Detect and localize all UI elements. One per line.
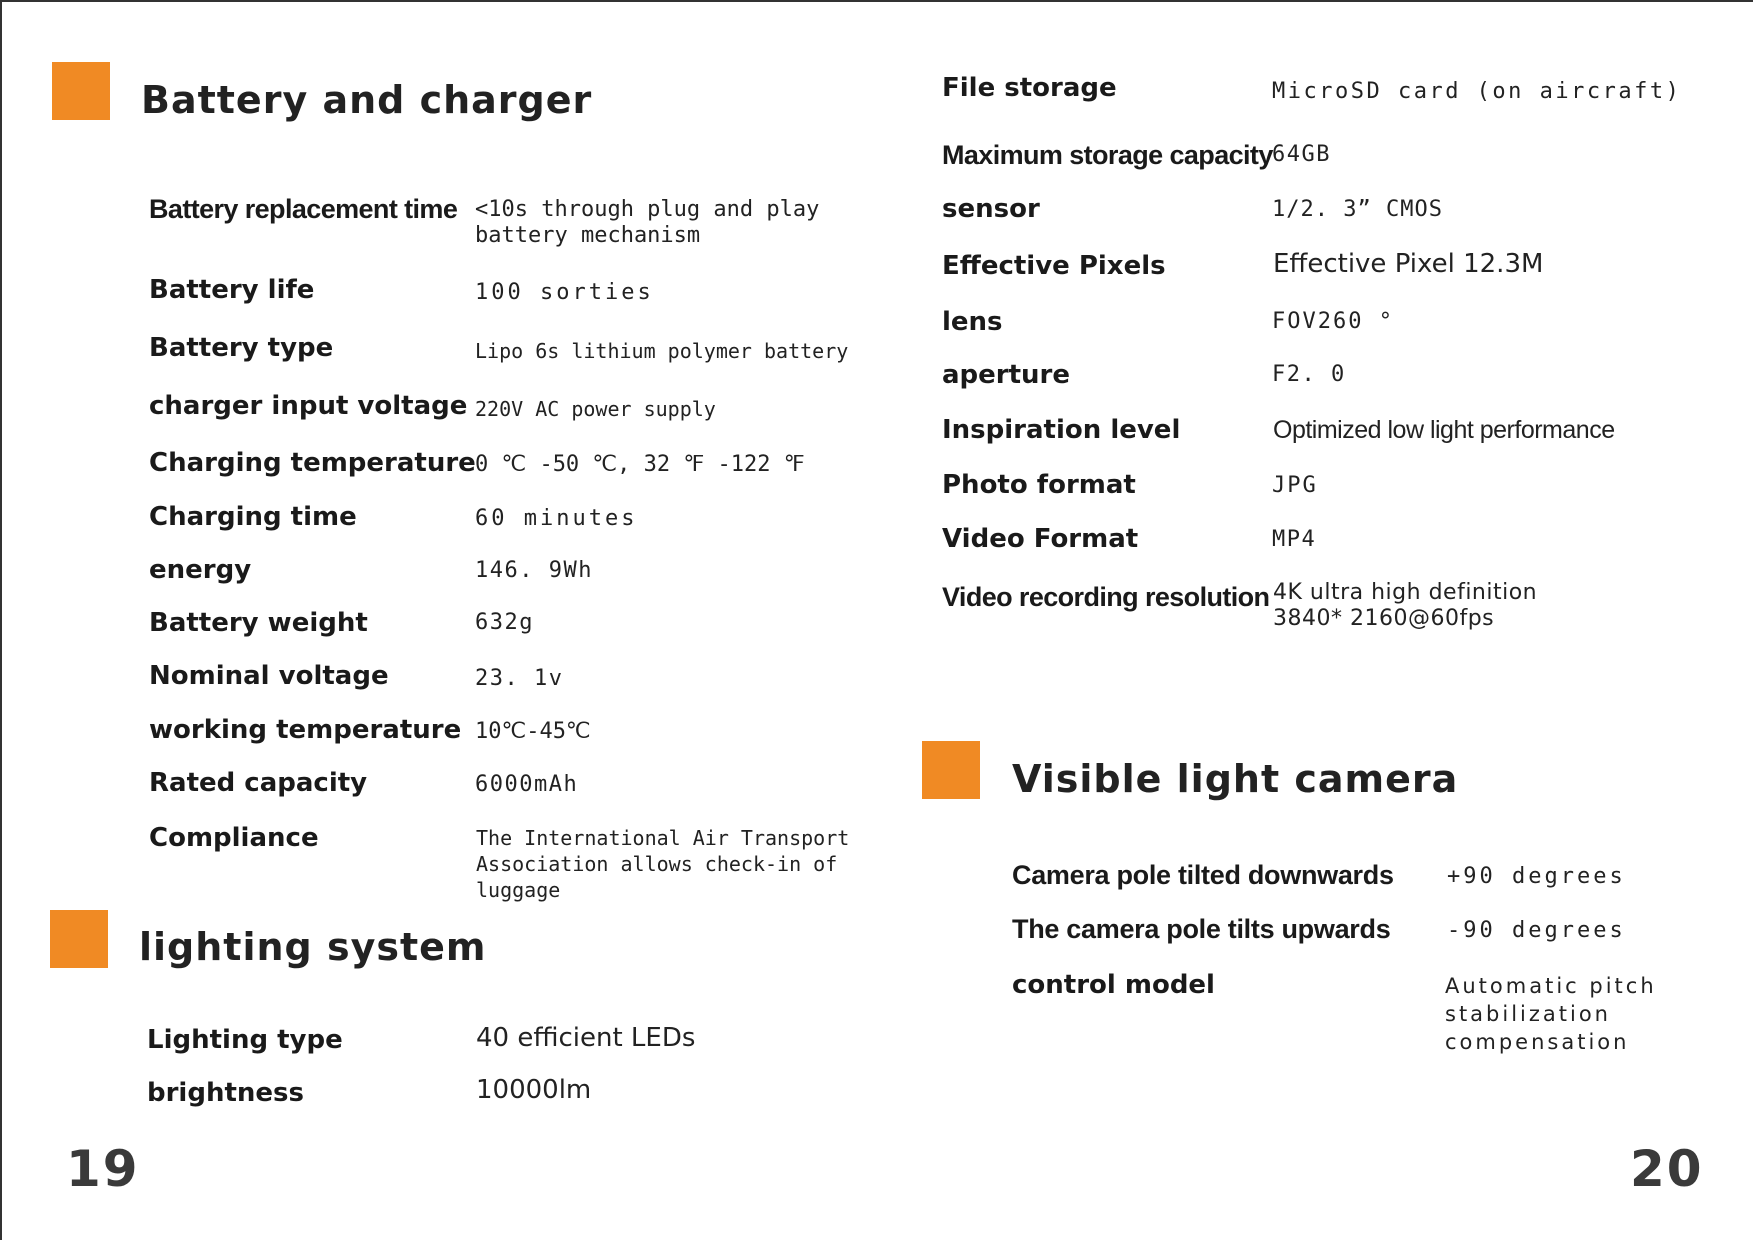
charging-temperature-label: Charging temperature <box>149 448 476 478</box>
energy-label: energy <box>149 555 252 585</box>
camera-pole-tilted-downwards-value: +90 degrees <box>1447 864 1626 889</box>
charging-time-label: Charging time <box>149 502 357 532</box>
visible-camera-section-title: Visible light camera <box>1012 757 1459 801</box>
photo-format-value: JPG <box>1272 473 1318 498</box>
lens-label: lens <box>942 307 1003 337</box>
aperture-label: aperture <box>942 360 1071 390</box>
lens-value: FOV260 ° <box>1272 309 1394 334</box>
visible-camera-section-marker <box>922 741 980 799</box>
energy-value: 146. 9Wh <box>475 558 593 583</box>
file-storage-value: MicroSD card (on aircraft) <box>1272 79 1682 104</box>
aperture-value: F2. 0 <box>1272 362 1346 387</box>
sensor-value: 1/2. 3” CMOS <box>1272 197 1443 222</box>
maximum-storage-capacity-value: 64GB <box>1272 142 1331 167</box>
lighting-section-marker <box>50 910 108 968</box>
charging-time-value: 60 minutes <box>475 506 638 531</box>
video-format-label: Video Format <box>942 524 1139 554</box>
battery-section-marker <box>52 62 110 120</box>
battery-replacement-time-label: Battery replacement time <box>149 194 458 224</box>
lighting-type-label: Lighting type <box>147 1025 343 1055</box>
inspiration-level-value: Optimized low light performance <box>1273 416 1615 444</box>
sensor-label: sensor <box>942 194 1040 224</box>
working-temperature-value: 10℃-45℃ <box>475 719 591 744</box>
rated-capacity-label: Rated capacity <box>149 768 368 798</box>
battery-life-label: Battery life <box>149 275 315 305</box>
charger-input-voltage-label: charger input voltage <box>149 391 468 421</box>
battery-section-title: Battery and charger <box>141 78 593 122</box>
working-temperature-label: working temperature <box>149 715 462 745</box>
battery-weight-value: 632g <box>475 610 534 635</box>
control-model-label: control model <box>1012 970 1215 1000</box>
camera-pole-tilts-upwards-label: The camera pole tilts upwards <box>1012 914 1391 944</box>
inspiration-level-label: Inspiration level <box>942 415 1181 445</box>
camera-pole-tilts-upwards-value: -90 degrees <box>1447 918 1626 943</box>
video-recording-resolution-label: Video recording resolution <box>942 582 1270 612</box>
photo-format-label: Photo format <box>942 470 1136 500</box>
brightness-label: brightness <box>147 1078 304 1108</box>
video-format-value: MP4 <box>1272 527 1317 552</box>
lighting-section-title: lighting system <box>139 925 487 969</box>
page-number-left: 19 <box>66 1140 140 1198</box>
maximum-storage-capacity-label: Maximum storage capacity <box>942 140 1273 170</box>
effective-pixels-value: Effective Pixel 12.3M <box>1273 249 1544 279</box>
battery-weight-label: Battery weight <box>149 608 368 638</box>
video-recording-resolution-value: 4K ultra high definition 3840* 2160@60fps <box>1273 580 1538 631</box>
page-number-right: 20 <box>1630 1140 1704 1198</box>
rated-capacity-value: 6000mAh <box>475 772 579 797</box>
nominal-voltage-label: Nominal voltage <box>149 661 389 691</box>
battery-type-value: Lipo 6s lithium polymer battery <box>475 339 849 363</box>
nominal-voltage-value: 23. 1v <box>475 666 564 691</box>
battery-type-label: Battery type <box>149 333 334 363</box>
compliance-label: Compliance <box>149 823 319 853</box>
charging-temperature-value: 0 ℃ -50 ℃, 32 ℉ -122 ℉ <box>475 452 805 477</box>
camera-pole-tilted-downwards-label: Camera pole tilted downwards <box>1012 860 1394 890</box>
battery-replacement-time-value: <10s through plug and play battery mechanism <box>475 197 820 248</box>
battery-life-value: 100 sorties <box>475 280 654 305</box>
lighting-type-value: 40 efficient LEDs <box>476 1023 696 1053</box>
charger-input-voltage-value: 220V AC power supply <box>475 397 716 421</box>
brightness-value: 10000lm <box>476 1075 592 1105</box>
compliance-value: The International Air Transport Association allows check-in of luggage <box>476 826 850 902</box>
effective-pixels-label: Effective Pixels <box>942 251 1166 281</box>
file-storage-label: File storage <box>942 73 1117 103</box>
control-model-value: Automatic pitch stabilization compensation <box>1445 974 1657 1054</box>
